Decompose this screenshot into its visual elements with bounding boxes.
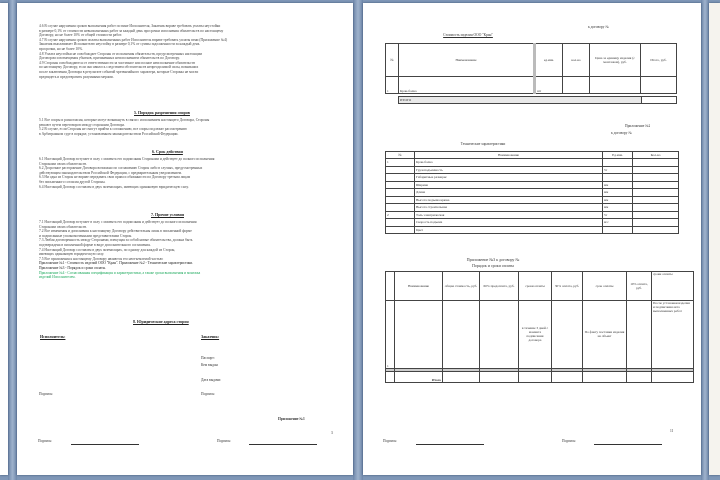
- table-row: [386, 226, 679, 234]
- table-header-row: [386, 152, 679, 159]
- customer-label: Заказчик:: [201, 334, 220, 339]
- table-cell: в течение 3 дней с момента подписания договора: [519, 300, 552, 369]
- table-cell: По факту поставки изделия на объект: [583, 300, 627, 369]
- table-row: [386, 196, 679, 204]
- customer-issued-by-field: Кем выдан:: [201, 363, 219, 367]
- table-row: [386, 204, 679, 212]
- page-gutter: [701, 0, 709, 480]
- appendix-2-subtitle: к договору №: [611, 131, 632, 135]
- document-page-1[interactable]: [17, 3, 353, 475]
- footer-signature-left: Подпись:: [383, 439, 398, 443]
- paragraph-line: 6.2 Досрочное расторжение Договора возможно по соглашению Сторон либо в случаях, предусмотренных: [39, 166, 203, 171]
- paragraph-line: Сторонами своих обязательств.: [39, 224, 88, 229]
- paragraph-line: 4.9 Стороны освобождаются от ответственности за частичное или полное неисполнение обязательств: [39, 60, 195, 65]
- table-cell: 5т: [603, 211, 633, 219]
- table-row: [386, 211, 679, 219]
- paragraph-line: имеющих одинаковую юридическую силу.: [39, 252, 105, 257]
- paragraph-line: Договору, но не более 10% от общей стоимости работ.: [39, 33, 123, 38]
- signature-line-left: [416, 444, 484, 445]
- appendix-3-title: Приложение №3 к договору №: [466, 257, 520, 262]
- column-header: Кол-во: [633, 152, 679, 159]
- table-cell: [552, 300, 583, 369]
- table-cell: Цвет: [415, 226, 603, 234]
- appendix-list-line: Приложение №1 - Стоимость изделий ООО "Кран". Приложение №2 - Технические характеристики.: [39, 261, 194, 266]
- appendix-list-line: Приложение №3 - Порядок и сроки оплаты.: [39, 265, 106, 270]
- table-row: [386, 159, 679, 167]
- table-cell: [633, 204, 679, 212]
- table-cell: Длина: [415, 189, 603, 197]
- price-table: [385, 43, 677, 94]
- specs-table: [385, 151, 679, 234]
- signature-line-right: [249, 444, 317, 445]
- table-cell: 2: [386, 211, 415, 219]
- table-cell: [386, 219, 415, 227]
- table-cell: Кран-балка: [399, 77, 535, 94]
- paragraph-line: по настоящему Договору, если оно явилось следствием обстоятельств непреодолимой силы, возникших: [39, 65, 199, 70]
- table-cell: [590, 77, 641, 94]
- column-header: Ед.изм.: [603, 152, 633, 159]
- page-number: 11: [670, 429, 674, 433]
- table-row: [386, 219, 679, 227]
- appendix-3-subtitle: Порядок и сроки оплаты: [472, 263, 514, 268]
- table-cell: После установки изделия и подписания акта выполненных работ: [652, 300, 694, 369]
- table-cell: [603, 159, 633, 167]
- paragraph-line: в Арбитражном суде в порядке, установленном законодательством Российской Федерации.: [39, 131, 179, 136]
- appendix-2-title: Приложение №2: [625, 124, 651, 128]
- paragraph-line: Сторонами своих обязательств.: [39, 161, 88, 166]
- paragraph-line: решают путем переговоров между сторонами Договора.: [39, 122, 125, 127]
- table-cell: [633, 174, 679, 182]
- table-cell: [480, 300, 519, 369]
- appendix-2-table-title: Технические характеристики: [460, 142, 506, 146]
- paragraphs-section-6: [39, 157, 339, 189]
- page-number: 3: [331, 431, 333, 435]
- table-cell: Таль электрическая: [415, 211, 603, 219]
- paragraph-line: подтверждена в письменной форме в виде дополнительного соглашения.: [39, 242, 151, 247]
- paragraph-line: 6.3 Ни одна из Сторон не вправе передавать свои права и обязанности по Договору третьим лицам: [39, 175, 191, 180]
- table-cell: [633, 226, 679, 234]
- paragraph-line: без письменного согласия другой Стороны.: [39, 179, 106, 184]
- table1-title: Стоимость изделия ООО "Кран": [443, 33, 493, 37]
- table-cell: [386, 226, 415, 234]
- footer-signature-right: Подпись:: [217, 439, 232, 443]
- appendix-reference: Приложение №1: [278, 417, 305, 421]
- paragraphs-section-4: [39, 24, 339, 79]
- column-header: срок оплаты: [583, 272, 627, 301]
- table-row: [386, 174, 679, 182]
- table-cell: 1: [386, 300, 395, 369]
- document-page-2[interactable]: [363, 3, 701, 475]
- column-header: Наименование: [399, 44, 535, 77]
- table-cell: [395, 300, 443, 369]
- table-cell: [603, 174, 633, 182]
- paragraph-line: 7.3 Любая договоренность между Сторонами, влекущая за собой новые обязательства, должна быть: [39, 238, 193, 243]
- signature-line-right: [594, 444, 662, 445]
- column-header: сроки оплаты: [652, 272, 694, 301]
- total-row: [386, 372, 694, 383]
- footer-signature-right: Подпись:: [562, 439, 577, 443]
- paragraph-line: 4.8 Уплата неустойки не освобождает Стороны от исполнения обязательств, предусмотренных настоящим: [39, 51, 202, 56]
- table-row: [386, 189, 679, 197]
- table-cell: Ширина: [415, 181, 603, 189]
- signature-line-left: [71, 444, 139, 445]
- table-row: [386, 166, 679, 174]
- total-label: ИТОГО: [399, 97, 642, 104]
- table-cell: [386, 204, 415, 212]
- table-cell: Скорость подъема: [415, 219, 603, 227]
- table-cell: [443, 300, 480, 369]
- paragraph-line: 7.5 Все приложения к настоящему Договору являются его неотъемлемой частью:: [39, 256, 164, 261]
- table-header-row: [386, 272, 694, 301]
- table-cell: [386, 196, 415, 204]
- table-row: [386, 300, 694, 369]
- table-cell: шт: [535, 77, 563, 94]
- column-header: [386, 272, 395, 301]
- table-cell: мм: [603, 189, 633, 197]
- table-cell: 1: [386, 77, 399, 94]
- table-cell: [386, 181, 415, 189]
- previous-page-edge[interactable]: [0, 3, 8, 475]
- column-header: №: [386, 44, 399, 77]
- paragraph-line: после заключения Договора в результате событий чрезвычайного характера, которые Стороны не могли: [39, 69, 199, 74]
- column-header: ед.изм.: [535, 44, 563, 77]
- column-header: Цена за единицу изделия (с монтажом), руб.: [590, 44, 641, 77]
- table-row: [386, 77, 677, 94]
- paragraph-line: просрочки, но не более 10%.: [39, 46, 83, 51]
- paragraph-line: 6.1 Настоящий Договор вступает в силу с момента его подписания Сторонами и действует до полного исполнения: [39, 157, 215, 161]
- table-cell: Грузоподъемность: [415, 166, 603, 174]
- paragraph-line: и подписанные уполномоченными представителями Сторон.: [39, 233, 133, 238]
- column-header: 30% оплата, руб.: [552, 272, 583, 301]
- table-cell: Высота подъема крюка: [415, 196, 603, 204]
- table-row: [386, 181, 679, 189]
- table-cell: [386, 189, 415, 197]
- paragraph-line: 7.4 Настоящий Договор составлен в двух экземплярах, по одному для каждой из Сторон,: [39, 247, 176, 252]
- table-cell: [633, 181, 679, 189]
- section-5-title: 5. Порядок разрешения споров: [134, 110, 190, 115]
- paragraph-line: Договором и возмещения убытков, причиненных неисполнением обязательств по Договору.: [39, 56, 180, 61]
- column-header: сроки оплаты: [519, 272, 552, 301]
- table-cell: [641, 77, 677, 94]
- column-header: Наименование: [415, 152, 603, 159]
- footer-signature-left: Подпись:: [38, 439, 53, 443]
- total-value: [642, 97, 677, 104]
- table-cell: мм: [603, 204, 633, 212]
- table-cell: Габаритные размеры:: [415, 174, 603, 182]
- table-cell: [633, 166, 679, 174]
- customer-passport-field: Паспорт:: [201, 356, 215, 360]
- table-cell: м/с: [603, 219, 633, 227]
- paragraph-line: 4.6 В случае нарушения сроков выполнения работ по вине Исполнителя, Заказчик вправе требовать уплаты неустойки: [39, 24, 221, 28]
- contract-reference: к договору №: [588, 25, 609, 29]
- paragraph-line: 7.2 Все изменения и дополнения к настоящему Договору действительны лишь в письменной форме: [39, 229, 192, 234]
- table-cell: [633, 159, 679, 167]
- table-cell: [386, 174, 415, 182]
- paragraph-line: действующим законодательством Российской Федерации, с предварительным уведомлением.: [39, 170, 182, 175]
- paragraph-line: 5.2 В случае, если Стороны не смогут прийти к соглашению, все споры подлежат рассмотрению: [39, 127, 187, 132]
- table-cell: Высота строительная: [415, 204, 603, 212]
- price-total-table: [398, 96, 677, 104]
- customer-signature-field: Подпись:: [201, 392, 216, 396]
- paragraph-line: 6.4 Настоящий Договор составлен в двух экземплярах, имеющих одинаковую юридическую силу.: [39, 184, 189, 189]
- table-cell: [633, 211, 679, 219]
- paragraph-line: 4.7 В случае нарушения сроков оплаты выполненных работ Исполнитель вправе требовать уплаты пени (Приложение №4): [39, 37, 228, 42]
- table-header-row: [386, 44, 677, 77]
- table-cell: 5т: [603, 166, 633, 174]
- paragraph-line: в размере 0,1% от стоимости невыполненных работ за каждый день просрочки исполнения обязательств по настоящему: [39, 28, 224, 33]
- table-cell: [386, 166, 415, 174]
- table-cell: [633, 219, 679, 227]
- table-cell: мм: [603, 196, 633, 204]
- column-header: общая стоимость, руб.: [443, 272, 480, 301]
- customer-issue-date-field: Дата выдачи:: [201, 378, 222, 382]
- column-header: Итого, руб.: [641, 44, 677, 77]
- page-gutter: [8, 0, 17, 480]
- column-header: кол-во: [563, 44, 590, 77]
- section-8-title: 8. Юридические адреса сторон: [133, 319, 189, 324]
- section-6-title: 6. Срок действия: [152, 149, 183, 154]
- payment-table: [385, 271, 694, 383]
- table-cell: мм: [603, 181, 633, 189]
- executor-signature-field: Подпись:: [39, 392, 54, 396]
- page-gutter: [353, 0, 363, 480]
- paragraph-line: 5.1 Все споры и разногласия, которые могут возникнуть в связи с исполнением настоящего Договора, Стороны: [39, 118, 210, 122]
- table-cell: [563, 77, 590, 94]
- table-cell: [603, 226, 633, 234]
- highlighted-appendix-line: Приложение №4 - Согласованная спецификация и характеристики, а также сроки выполнения и монтажа: [39, 270, 201, 275]
- paragraph-line: Заказчик выплачивает Исполнителю неустойку в размере 0,1% от суммы задолженности за каждый день: [39, 42, 200, 47]
- highlighted-appendix-line: изделий Исполнителем.: [39, 275, 76, 280]
- table-cell: Кран-балка: [415, 159, 603, 167]
- column-header: Наименование: [395, 272, 443, 301]
- column-header: 10% оплата, руб.: [627, 272, 652, 301]
- paragraph-line: 7.1 Настоящий Договор вступает в силу с момента его подписания и действует до полного исполнения: [39, 220, 197, 224]
- paragraphs-section-7: [39, 220, 339, 280]
- table-cell: [633, 196, 679, 204]
- paragraphs-section-5: [39, 118, 339, 136]
- paragraph-line: предвидеть и предотвратить разумными мерами.: [39, 74, 114, 79]
- total-row: [399, 97, 677, 104]
- section-7-title: 7. Прочие условия: [151, 212, 184, 217]
- executor-label: Исполнитель:: [40, 334, 66, 339]
- next-page-edge[interactable]: [709, 3, 720, 475]
- column-header: 60% предоплата, руб.: [480, 272, 519, 301]
- table-cell: [627, 300, 652, 369]
- table-cell: [633, 189, 679, 197]
- total-label: Итого: [395, 372, 443, 383]
- column-header: №: [386, 152, 415, 159]
- table-cell: 1: [386, 159, 415, 167]
